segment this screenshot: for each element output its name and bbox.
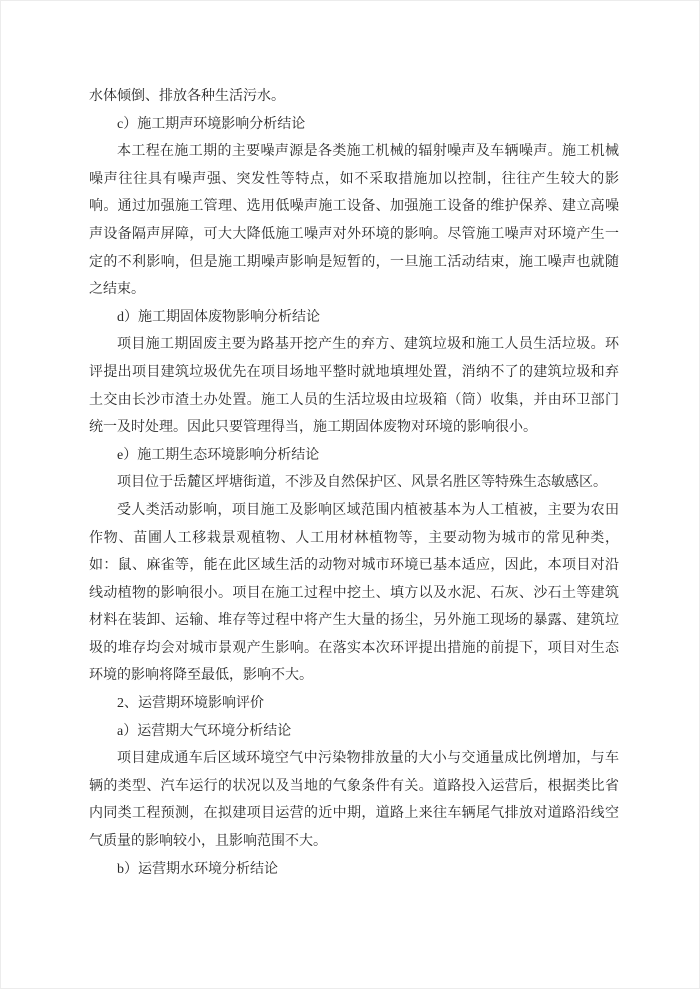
- paragraph: 水体倾倒、排放各种生活污水。: [89, 89, 285, 104]
- paragraph: 项目施工期固废主要为路基开挖产生的弃方、建筑垃圾和施工人员生活垃圾。环评提出项目建筑垃圾优先在项目场地平整时就地填埋处置，消纳不了的建筑垃圾和弃土交由长沙市渣土办处置。施工人员的生活垃圾由垃圾箱（筒）收集，并由环卫部门统一及时处理。因此只要管理得当，施工期固体废物对环境的影响很小。: [89, 337, 619, 436]
- heading-line: a）运营期大气环境分析结论: [117, 723, 292, 739]
- heading-line: b）运营期水环境分析结论: [117, 861, 278, 877]
- paragraph: 受人类活动影响，项目施工及影响区域范围内植被基本为人工植被，主要为农田作物、苗圃人工移栽景观植物、人工用材林植物等，主要动物为城市的常见种类，如：鼠、麻雀等，能在此区域生活的动物对城市环境已基本适应，因此，本项目对沿线动植物的影响很小。项目在施工过程中挖土、填方以及水泥、石灰、沙石土等建筑材料在装卸、运输、堆存等过程中将产生大量的扬尘，另外施工现场的暴露、建筑垃圾的堆存均会对城市景观产生影响。在落实本次环评提出措施的前提下，项目对生态环境的影响将降至最低，影响不大。: [89, 502, 619, 684]
- document-body: [89, 83, 619, 883]
- paragraph: 项目建成通车后区域环境空气中污染物排放量的大小与交通量成比例增加，与车辆的类型、汽车运行的状况以及当地的气象条件有关。道路投入运营后，根据类比省内同类工程预测，在拟建项目运营的近中期，道路上来往车辆尾气排放对道路沿线空气质量的影响较小，且影响范围不大。: [89, 751, 619, 850]
- paragraph: 项目位于岳麓区坪塘街道，不涉及自然保护区、风景名胜区等特殊生态敏感区。: [117, 475, 607, 491]
- heading-line: c）施工期声环境影响分析结论: [117, 116, 306, 132]
- heading-line: d）施工期固体废物影响分析结论: [117, 309, 320, 325]
- paragraph: 本工程在施工期的主要噪声源是各类施工机械的辐射噪声及车辆噪声。施工机械噪声往往具有噪声强、突发性等特点，如不采取措施加以控制，往往产生较大的影响。通过加强施工管理、选用低噪声施工设备、加强施工设备的维护保养、建立高噪声设备隔声屏障，可大大降低施工噪声对外环境的影响。尽管施工噪声对环境产生一定的不利影响，但是施工期噪声影响是短暂的，一旦施工活动结束，施工噪声也就随之结束。: [89, 144, 619, 298]
- heading-line: e）施工期生态环境影响分析结论: [117, 447, 320, 463]
- heading-line: 2、运营期环境影响评价: [117, 696, 264, 712]
